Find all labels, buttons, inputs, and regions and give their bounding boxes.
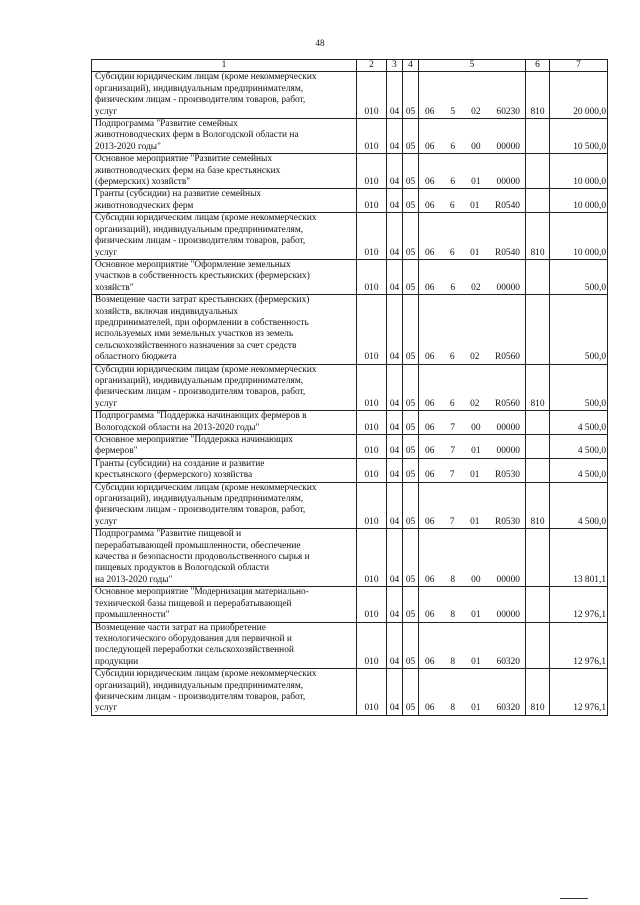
target-article-code [419, 213, 526, 260]
expense-type-code [526, 435, 550, 459]
amount: 4 500,0 [550, 435, 608, 459]
target-article-code [419, 295, 526, 364]
row-description [92, 482, 357, 529]
section-code: 04 [387, 259, 403, 294]
description-line: организаций), индивидуальным предпринимателям, [95, 494, 304, 505]
target-article-part: 8 [450, 610, 456, 621]
description-line: животноводческих ферм на базе крестьянских [95, 165, 281, 176]
subsection-code: 05 [403, 482, 419, 529]
amount: 10 000,0 [550, 213, 608, 260]
table-row [92, 529, 608, 587]
row-description [92, 411, 357, 435]
target-article-part: 00 [471, 141, 481, 152]
header-col-1: 1 [92, 60, 357, 72]
description-line: Гранты (субсидии) на создание и развитие [95, 458, 265, 469]
section-code: 04 [387, 622, 403, 669]
target-article-part: R0540 [494, 247, 520, 258]
target-article-part: 06 [425, 422, 435, 433]
table-row [92, 622, 608, 669]
target-article-part: 01 [471, 656, 481, 667]
expense-type-code [526, 295, 550, 364]
target-article-code [419, 154, 526, 189]
target-article-code [419, 72, 526, 119]
target-article-part: R0540 [494, 200, 520, 211]
description-line: Субсидии юридическим лицам (кроме некоммерческих [95, 482, 317, 493]
target-article-parts [421, 352, 523, 363]
row-description [92, 435, 357, 459]
subsection-code: 05 [403, 213, 419, 260]
table-row [92, 189, 608, 213]
table-row [92, 295, 608, 364]
target-article-parts [421, 399, 523, 410]
row-description [92, 529, 357, 587]
target-article-code [419, 458, 526, 482]
row-description [92, 72, 357, 119]
description-line: Субсидии юридическим лицам (кроме некоммерческих [95, 213, 317, 224]
description-line: крестьянского (фермерского) хозяйства [95, 470, 253, 481]
target-article-part: 7 [450, 422, 456, 433]
expense-type-code: 810 [526, 669, 550, 716]
header-row [92, 60, 608, 72]
subsection-code: 05 [403, 154, 419, 189]
target-article-part: 00000 [496, 610, 520, 621]
description-line: хозяйств, включая индивидуальных [95, 306, 239, 317]
subsection-code: 05 [403, 119, 419, 154]
description-line: технологического оборудования для первичной и [95, 633, 292, 644]
subsection-code: 05 [403, 458, 419, 482]
target-article-part: 6 [449, 200, 455, 211]
target-article-part: 00000 [496, 141, 520, 152]
grbs-code: 010 [357, 587, 387, 622]
target-article-part: 01 [470, 200, 480, 211]
target-article-part: 6 [449, 398, 455, 409]
section-code: 04 [387, 587, 403, 622]
row-description [92, 119, 357, 154]
grbs-code: 010 [357, 435, 387, 459]
target-article-part: 06 [425, 656, 435, 667]
section-code: 04 [387, 482, 403, 529]
description-line: Основное мероприятие "Развитие семейных [95, 154, 273, 165]
grbs-code: 010 [357, 482, 387, 529]
target-article-part: 02 [470, 352, 480, 363]
subsection-code: 05 [403, 411, 419, 435]
description-line: Подпрограмма "Поддержка начинающих фермеров в [95, 411, 307, 422]
grbs-code: 010 [357, 529, 387, 587]
description-line: на 2013-2020 годы" [95, 574, 173, 585]
subsection-code: 05 [403, 295, 419, 364]
target-article-code [419, 119, 526, 154]
section-code: 04 [387, 119, 403, 154]
grbs-code: 010 [357, 119, 387, 154]
amount: 12 976,1 [550, 669, 608, 716]
target-article-part: 02 [470, 398, 480, 409]
description-line: физическим лицам - производителям товаров, работ, [95, 505, 306, 516]
amount: 12 976,1 [550, 587, 608, 622]
description-line: услуг [95, 516, 118, 527]
expense-type-code [526, 458, 550, 482]
target-article-part: 01 [471, 703, 481, 714]
target-article-part: 60320 [496, 703, 520, 714]
amount: 12 976,1 [550, 622, 608, 669]
target-article-code [419, 622, 526, 669]
target-article-parts [421, 657, 523, 668]
target-article-part: R0530 [494, 516, 520, 527]
row-description [92, 213, 357, 260]
subsection-code: 05 [403, 622, 419, 669]
description-line: промышленности" [95, 610, 170, 621]
target-article-part: 01 [470, 470, 480, 481]
description-line: продукции [95, 656, 139, 667]
target-article-part: 00000 [496, 446, 520, 457]
description-line: услуг [95, 106, 118, 117]
expense-type-code: 810 [526, 364, 550, 411]
target-article-part: 00000 [496, 282, 520, 293]
target-article-part: 06 [425, 177, 435, 188]
header-col-2: 2 [357, 60, 387, 72]
row-description [92, 259, 357, 294]
target-article-parts [421, 107, 523, 118]
target-article-part: 06 [425, 200, 435, 211]
target-article-part: 8 [450, 574, 456, 585]
target-article-code [419, 529, 526, 587]
header-col-5: 5 [419, 60, 526, 72]
grbs-code: 010 [357, 411, 387, 435]
section-code: 04 [387, 189, 403, 213]
description-line: качества и безопасности продовольственного сырья и [95, 552, 310, 563]
target-article-part: 60320 [496, 656, 520, 667]
target-article-part: 01 [471, 610, 481, 621]
section-code: 04 [387, 364, 403, 411]
table-row [92, 259, 608, 294]
grbs-code: 010 [357, 295, 387, 364]
description-line: животноводческих ферм [95, 200, 194, 211]
target-article-part: R0560 [494, 352, 520, 363]
expense-type-code [526, 529, 550, 587]
target-article-part: 00000 [496, 177, 520, 188]
target-article-code [419, 259, 526, 294]
row-description [92, 189, 357, 213]
table-row [92, 119, 608, 154]
description-line: Подпрограмма "Развитие семейных [95, 119, 238, 130]
target-article-part: 6 [449, 247, 455, 258]
description-line: Возмещение части затрат крестьянских (фермерских) [95, 295, 310, 306]
target-article-part: 06 [425, 610, 435, 621]
description-line: физическим лицам - производителям товаров, работ, [95, 387, 306, 398]
description-line: организаций), индивидуальным предпринимателям, [95, 224, 304, 235]
amount: 500,0 [550, 295, 608, 364]
target-article-parts [421, 470, 523, 481]
target-article-part: 5 [450, 106, 456, 117]
section-code: 04 [387, 435, 403, 459]
description-line: Подпрограмма "Развитие пищевой и [95, 529, 242, 540]
description-line: фермеров" [95, 446, 138, 457]
table-row [92, 154, 608, 189]
description-line: (фермерских) хозяйств" [95, 177, 191, 188]
subsection-code: 05 [403, 72, 419, 119]
description-line: Субсидии юридическим лицам (кроме некоммерческих [95, 364, 317, 375]
grbs-code: 010 [357, 154, 387, 189]
description-line: Основное мероприятие "Поддержка начинающих [95, 435, 293, 445]
section-code: 04 [387, 213, 403, 260]
target-article-parts [421, 703, 523, 714]
expense-type-code [526, 411, 550, 435]
target-article-code [419, 411, 526, 435]
amount: 13 801,1 [550, 529, 608, 587]
target-article-part: 06 [425, 398, 435, 409]
target-article-part: 6 [450, 177, 456, 188]
target-article-part: 06 [425, 247, 435, 258]
target-article-part: 8 [450, 656, 456, 667]
target-article-part: 00 [471, 574, 481, 585]
target-article-parts [421, 575, 523, 586]
description-line: участков в собственность крестьянских (фермерских) [95, 271, 310, 282]
target-article-code [419, 587, 526, 622]
target-article-part: 7 [449, 516, 455, 527]
amount: 4 500,0 [550, 411, 608, 435]
target-article-part: 06 [425, 141, 435, 152]
description-line: используемых ими земельных участков из земель [95, 329, 294, 340]
description-line: организаций), индивидуальным предпринимателям, [95, 680, 304, 691]
expense-type-code [526, 259, 550, 294]
grbs-code: 010 [357, 259, 387, 294]
target-article-parts [421, 248, 523, 259]
target-article-part: 01 [470, 516, 480, 527]
row-description [92, 295, 357, 364]
description-line: последующей переработки сельскохозяйственной [95, 645, 294, 656]
description-line: услуг [95, 703, 118, 714]
target-article-parts [421, 423, 523, 434]
target-article-part: 6 [450, 282, 456, 293]
description-line: Гранты (субсидии) на развитие семейных [95, 189, 262, 200]
target-article-parts [421, 446, 523, 457]
description-line: хозяйств" [95, 282, 134, 293]
subsection-code: 05 [403, 259, 419, 294]
target-article-part: 06 [425, 574, 435, 585]
grbs-code: 010 [357, 622, 387, 669]
grbs-code: 010 [357, 669, 387, 716]
target-article-part: 06 [425, 282, 435, 293]
section-code: 04 [387, 411, 403, 435]
subsection-code: 05 [403, 189, 419, 213]
target-article-part: 06 [425, 106, 435, 117]
target-article-part: 7 [449, 470, 455, 481]
description-line: предпринимателей, при оформлении в собственность [95, 317, 309, 328]
row-description [92, 154, 357, 189]
description-line: организаций), индивидуальным предпринимателям, [95, 375, 304, 386]
description-line: услуг [95, 398, 118, 409]
description-line: сельскохозяйственного назначения за счет средств [95, 340, 297, 351]
description-line: Основное мероприятие "Оформление земельных [95, 259, 291, 270]
target-article-part: 02 [471, 282, 481, 293]
amount: 500,0 [550, 364, 608, 411]
target-article-part: 06 [425, 446, 435, 457]
page-number: 48 [315, 38, 325, 48]
amount: 20 000,0 [550, 72, 608, 119]
row-description [92, 622, 357, 669]
target-article-part: R0560 [494, 398, 520, 409]
target-article-code [419, 364, 526, 411]
amount: 4 500,0 [550, 482, 608, 529]
subsection-code: 05 [403, 529, 419, 587]
description-line: областного бюджета [95, 352, 177, 363]
table-row [92, 364, 608, 411]
target-article-part: 00 [471, 422, 481, 433]
grbs-code: 010 [357, 189, 387, 213]
target-article-parts [421, 201, 523, 212]
table-row [92, 669, 608, 716]
description-line: перерабатывающей промышленности, обеспечение [95, 540, 301, 551]
target-article-part: 6 [449, 352, 455, 363]
target-article-part: 00000 [496, 574, 520, 585]
description-line: Субсидии юридическим лицам (кроме некоммерческих [95, 72, 317, 83]
row-description [92, 669, 357, 716]
target-article-code [419, 482, 526, 529]
section-code: 04 [387, 458, 403, 482]
description-line: Возмещение части затрат на приобретение [95, 622, 266, 633]
subsection-code: 05 [403, 435, 419, 459]
target-article-code [419, 669, 526, 716]
grbs-code: 010 [357, 458, 387, 482]
expense-type-code: 810 [526, 213, 550, 260]
header-col-6: 6 [526, 60, 550, 72]
row-description [92, 587, 357, 622]
section-code: 04 [387, 295, 403, 364]
section-code: 04 [387, 669, 403, 716]
description-line: пищевых продуктов в Вологодской области [95, 563, 269, 574]
target-article-part: 02 [471, 106, 481, 117]
section-code: 04 [387, 529, 403, 587]
subsection-code: 05 [403, 669, 419, 716]
subsection-code: 05 [403, 364, 419, 411]
target-article-code [419, 435, 526, 459]
section-code: 04 [387, 72, 403, 119]
expense-type-code [526, 587, 550, 622]
table-row [92, 411, 608, 435]
grbs-code: 010 [357, 213, 387, 260]
description-line: Основное мероприятие "Модернизация материально- [95, 587, 309, 598]
target-article-parts [421, 283, 523, 294]
header-col-3: 3 [387, 60, 403, 72]
table-row [92, 482, 608, 529]
expense-type-code: 810 [526, 482, 550, 529]
target-article-code [419, 189, 526, 213]
amount: 10 000,0 [550, 189, 608, 213]
description-line: 2013-2020 годы" [95, 141, 161, 152]
expense-type-code [526, 622, 550, 669]
table-row [92, 213, 608, 260]
description-line: животноводческих ферм в Вологодской области на [95, 130, 299, 141]
description-line: организаций), индивидуальным предпринимателям, [95, 83, 304, 94]
table-row [92, 435, 608, 459]
target-article-parts [421, 177, 523, 188]
target-article-part: 00000 [496, 422, 520, 433]
target-article-part: 7 [450, 446, 456, 457]
subsection-code: 05 [403, 587, 419, 622]
target-article-part: 06 [425, 352, 435, 363]
expense-type-code [526, 154, 550, 189]
grbs-code: 010 [357, 364, 387, 411]
amount: 10 500,0 [550, 119, 608, 154]
header-col-4: 4 [403, 60, 419, 72]
target-article-part: 8 [450, 703, 456, 714]
grbs-code: 010 [357, 72, 387, 119]
target-article-part: 06 [425, 703, 435, 714]
description-line: услуг [95, 247, 118, 258]
footer-mark [560, 898, 588, 899]
expense-type-code: 810 [526, 72, 550, 119]
amount: 10 000,0 [550, 154, 608, 189]
target-article-part: 01 [470, 247, 480, 258]
target-article-part: 6 [450, 141, 456, 152]
row-description [92, 458, 357, 482]
expense-type-code [526, 189, 550, 213]
row-description [92, 364, 357, 411]
section-code: 04 [387, 154, 403, 189]
amount: 500,0 [550, 259, 608, 294]
target-article-parts [421, 517, 523, 528]
description-line: физическим лицам - производителям товаров, работ, [95, 236, 306, 247]
target-article-part: 06 [425, 516, 435, 527]
table-row [92, 587, 608, 622]
description-line: Субсидии юридическим лицам (кроме некоммерческих [95, 669, 317, 680]
budget-table [91, 59, 608, 716]
target-article-parts [421, 142, 523, 153]
expense-type-code [526, 119, 550, 154]
target-article-part: 01 [471, 177, 481, 188]
amount: 4 500,0 [550, 458, 608, 482]
target-article-part: 01 [471, 446, 481, 457]
description-line: физическим лицам - производителям товаров, работ, [95, 95, 306, 106]
description-line: физическим лицам - производителям товаров, работ, [95, 691, 306, 702]
target-article-part: 60230 [496, 106, 520, 117]
header-col-7: 7 [550, 60, 608, 72]
target-article-part: 06 [425, 470, 435, 481]
target-article-part: R0530 [494, 470, 520, 481]
description-line: технической базы пищевой и перерабатывающей [95, 598, 292, 609]
table-row [92, 72, 608, 119]
table-row [92, 458, 608, 482]
description-line: Вологодской области на 2013-2020 годы" [95, 422, 260, 433]
target-article-parts [421, 610, 523, 621]
